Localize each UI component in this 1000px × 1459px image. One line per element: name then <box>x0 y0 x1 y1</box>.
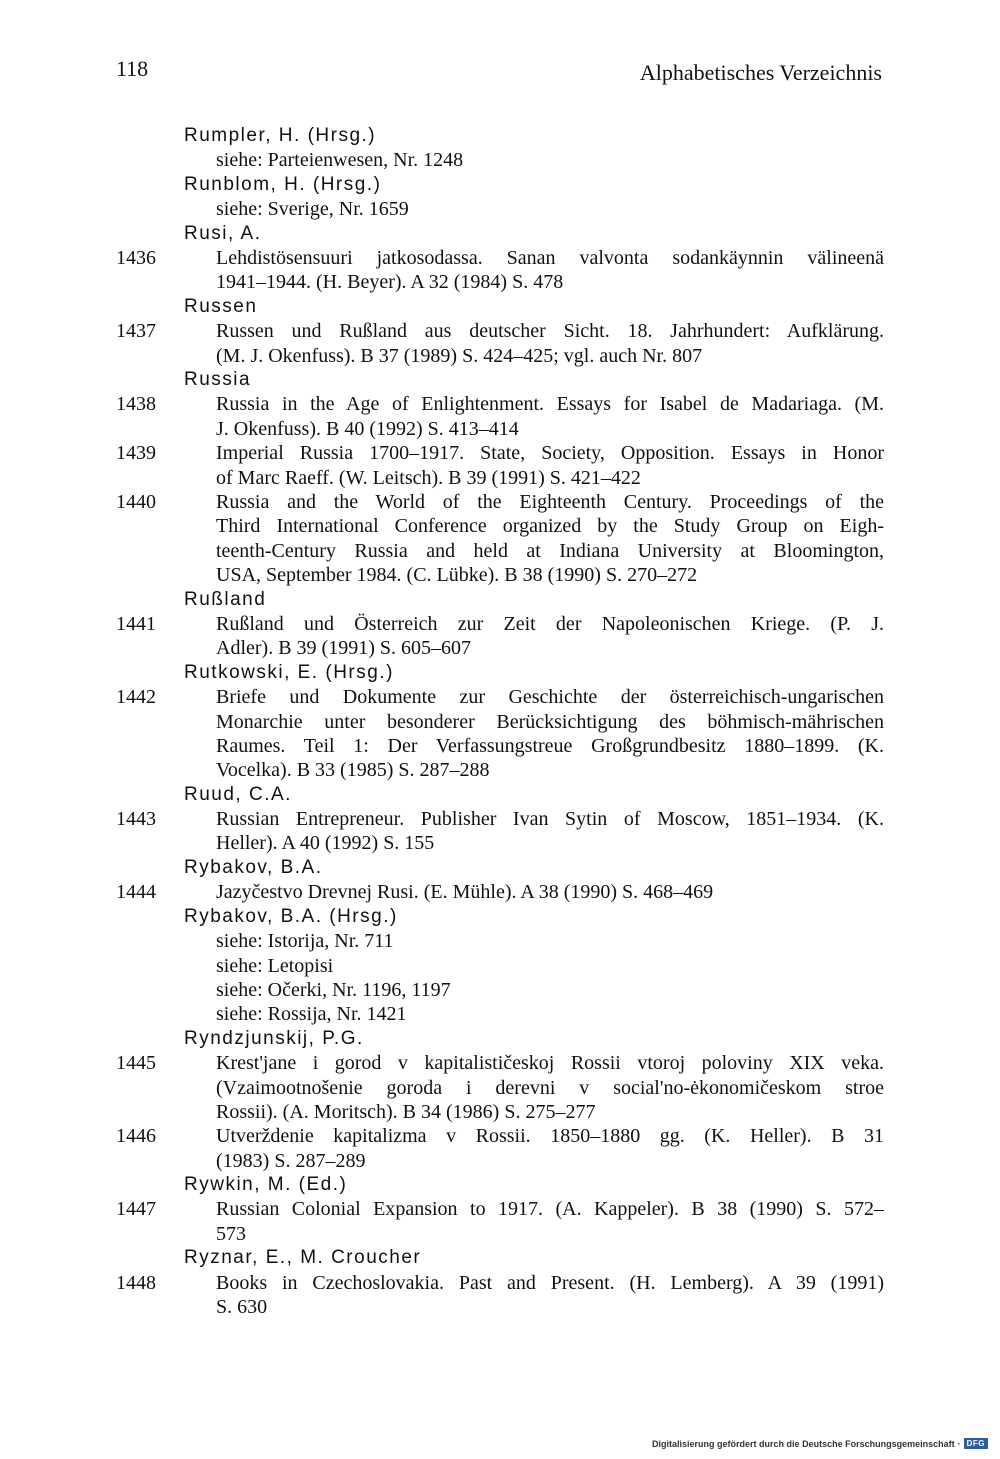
entry-text <box>216 441 884 490</box>
entry-line: 573 <box>216 1222 246 1245</box>
entry-line: Russian Colonial Expansion to 1917. (A. Kappeler). B 38 (1990) S. 572– <box>216 1198 884 1221</box>
entry-text <box>216 612 884 661</box>
entry-text <box>216 685 884 783</box>
footer-credit <box>652 1438 988 1449</box>
entry-line: of Marc Raeff. (W. Leitsch). B 39 (1991) S. 421–422 <box>216 466 641 489</box>
separator-dot: · <box>957 1438 961 1449</box>
entry-number: 1447 <box>116 1198 156 1221</box>
cross-reference: siehe: Istorija, Nr. 711 <box>216 930 394 953</box>
cross-reference: siehe: Sverige, Nr. 1659 <box>216 198 409 221</box>
entry-line: teenth-Century Russia and held at Indiana University at Bloomington, <box>216 539 884 562</box>
entry-text <box>216 1124 884 1173</box>
entry-line: USA, September 1984. (C. Lübke). B 38 (1990) S. 270–272 <box>216 564 698 587</box>
entry-line: Rossii). (A. Moritsch). B 34 (1986) S. 275–277 <box>216 1100 596 1123</box>
index-listing <box>116 124 884 1319</box>
entry-text <box>216 392 884 441</box>
author-heading: Rybakov, B.A. <box>184 856 323 878</box>
index-entry <box>116 1051 884 1124</box>
entry-line: Imperial Russia 1700–1917. State, Society, Opposition. Essays in Honor <box>216 442 884 465</box>
page-number: 118 <box>116 56 149 81</box>
entry-line: Books in Czechoslovakia. Past and Present. (H. Lemberg). A 39 (1991) <box>216 1271 884 1294</box>
entry-line: Russia and the World of the Eighteenth Century. Proceedings of the <box>216 490 884 513</box>
entry-text <box>216 1197 884 1246</box>
entry-line: J. Okenfuss). B 40 (1992) S. 413–414 <box>216 417 519 440</box>
entry-number: 1444 <box>116 881 156 904</box>
author-heading: Russen <box>184 295 258 317</box>
entry-number: 1438 <box>116 393 156 416</box>
entry-line: (1983) S. 287–289 <box>216 1149 366 1172</box>
entry-number: 1439 <box>116 442 156 465</box>
author-heading: Rußland <box>184 588 267 610</box>
entry-line: Raumes. Teil 1: Der Verfassungstreue Großgrundbesitz 1880–1899. (K. <box>216 734 884 757</box>
entry-line: Russia in the Age of Enlightenment. Essays for Isabel de Madariaga. (M. <box>216 393 884 416</box>
author-heading: Rutkowski, E. (Hrsg.) <box>184 661 394 683</box>
entry-text <box>216 1271 884 1320</box>
entry-line: Adler). B 39 (1991) S. 605–607 <box>216 637 471 660</box>
entry-number: 1443 <box>116 808 156 831</box>
entry-line: Russian Entrepreneur. Publisher Ivan Sytin of Moscow, 1851–1934. (K. <box>216 808 884 831</box>
index-entry <box>116 490 884 588</box>
entry-number: 1437 <box>116 320 156 343</box>
cross-reference: siehe: Očerki, Nr. 1196, 1197 <box>216 978 451 1001</box>
entry-line: Jazyčestvo Drevnej Rusi. (E. Mühle). A 38 (1990) S. 468–469 <box>216 881 714 904</box>
author-heading: Rybakov, B.A. (Hrsg.) <box>184 905 398 927</box>
entry-line: Heller). A 40 (1992) S. 155 <box>216 832 435 855</box>
cross-reference: siehe: Parteienwesen, Nr. 1248 <box>216 149 464 172</box>
entry-number: 1440 <box>116 490 156 513</box>
index-entry <box>116 441 884 490</box>
index-entry <box>116 246 884 295</box>
entry-line: (Vzaimootnošenie goroda i derevni v social'no-ėkonomičeskom stroe <box>216 1076 884 1099</box>
index-entry <box>116 319 884 368</box>
entry-number: 1446 <box>116 1125 156 1148</box>
running-head: Alphabetisches Verzeichnis <box>639 60 882 85</box>
entry-line: Monarchie unter besonderer Berücksichtigung des böhmisch-mährischen <box>216 710 884 733</box>
entry-line: Russen und Rußland aus deutscher Sicht. 18. Jahrhundert: Aufklärung. <box>216 320 884 343</box>
entry-line: Lehdistösensuuri jatkosodassa. Sanan valvonta sodankäynnin välineenä <box>216 247 884 270</box>
index-entry <box>116 1271 884 1320</box>
author-heading: Rumpler, H. (Hrsg.) <box>184 125 377 146</box>
entry-line: Vocelka). B 33 (1985) S. 287–288 <box>216 759 490 782</box>
entry-line: Briefe und Dokumente zur Geschichte der österreichisch-ungarischen <box>216 686 884 709</box>
author-heading: Ryznar, E., M. Croucher <box>184 1247 422 1269</box>
entry-text <box>216 246 884 295</box>
entry-text <box>216 807 884 856</box>
entry-line: (M. J. Okenfuss). B 37 (1989) S. 424–425; vgl. auch Nr. 807 <box>216 344 703 367</box>
author-heading: Rusi, A. <box>184 222 262 244</box>
index-entry <box>116 612 884 661</box>
entry-line: Rußland und Österreich zur Zeit der Napoleonischen Kriege. (P. J. <box>216 612 884 635</box>
author-heading: Russia <box>184 369 252 390</box>
cross-reference: siehe: Letopisi <box>216 954 334 977</box>
entry-line: Utverždenie kapitalizma v Rossii. 1850–1880 gg. (K. Heller). B 31 <box>216 1125 884 1148</box>
entry-number: 1442 <box>116 686 156 709</box>
author-heading: Runblom, H. (Hrsg.) <box>184 173 382 195</box>
index-entry <box>116 807 884 856</box>
entry-number: 1436 <box>116 247 156 270</box>
entry-line: Third International Conference organized by the Study Group on Eigh- <box>216 515 884 538</box>
footer-text: Digitalisierung gefördert durch die Deutsche Forschungsgemeinschaft <box>652 1438 955 1449</box>
entry-line: 1941–1944. (H. Beyer). A 32 (1984) S. 478 <box>216 271 564 294</box>
entry-number: 1448 <box>116 1271 156 1294</box>
entry-number: 1441 <box>116 612 156 635</box>
entry-number: 1445 <box>116 1052 156 1075</box>
entry-text <box>216 880 884 904</box>
index-entry <box>116 1124 884 1173</box>
author-heading: Rywkin, M. (Ed.) <box>184 1174 348 1196</box>
author-heading: Ruud, C.A. <box>184 783 292 805</box>
entry-text <box>216 1051 884 1124</box>
entry-line: S. 630 <box>216 1296 268 1319</box>
index-entry <box>116 685 884 783</box>
cross-reference: siehe: Rossija, Nr. 1421 <box>216 1003 407 1026</box>
dfg-logo-icon: DFG <box>964 1438 988 1449</box>
index-entry <box>116 392 884 441</box>
entry-line: Krest'jane i gorod v kapitalističeskoj Rossii vtoroj poloviny XIX veka. <box>216 1052 884 1075</box>
entry-text <box>216 490 884 588</box>
index-entry <box>116 880 884 904</box>
entry-text <box>216 319 884 368</box>
index-entry <box>116 1197 884 1246</box>
author-heading: Ryndzjunskij, P.G. <box>184 1027 364 1049</box>
